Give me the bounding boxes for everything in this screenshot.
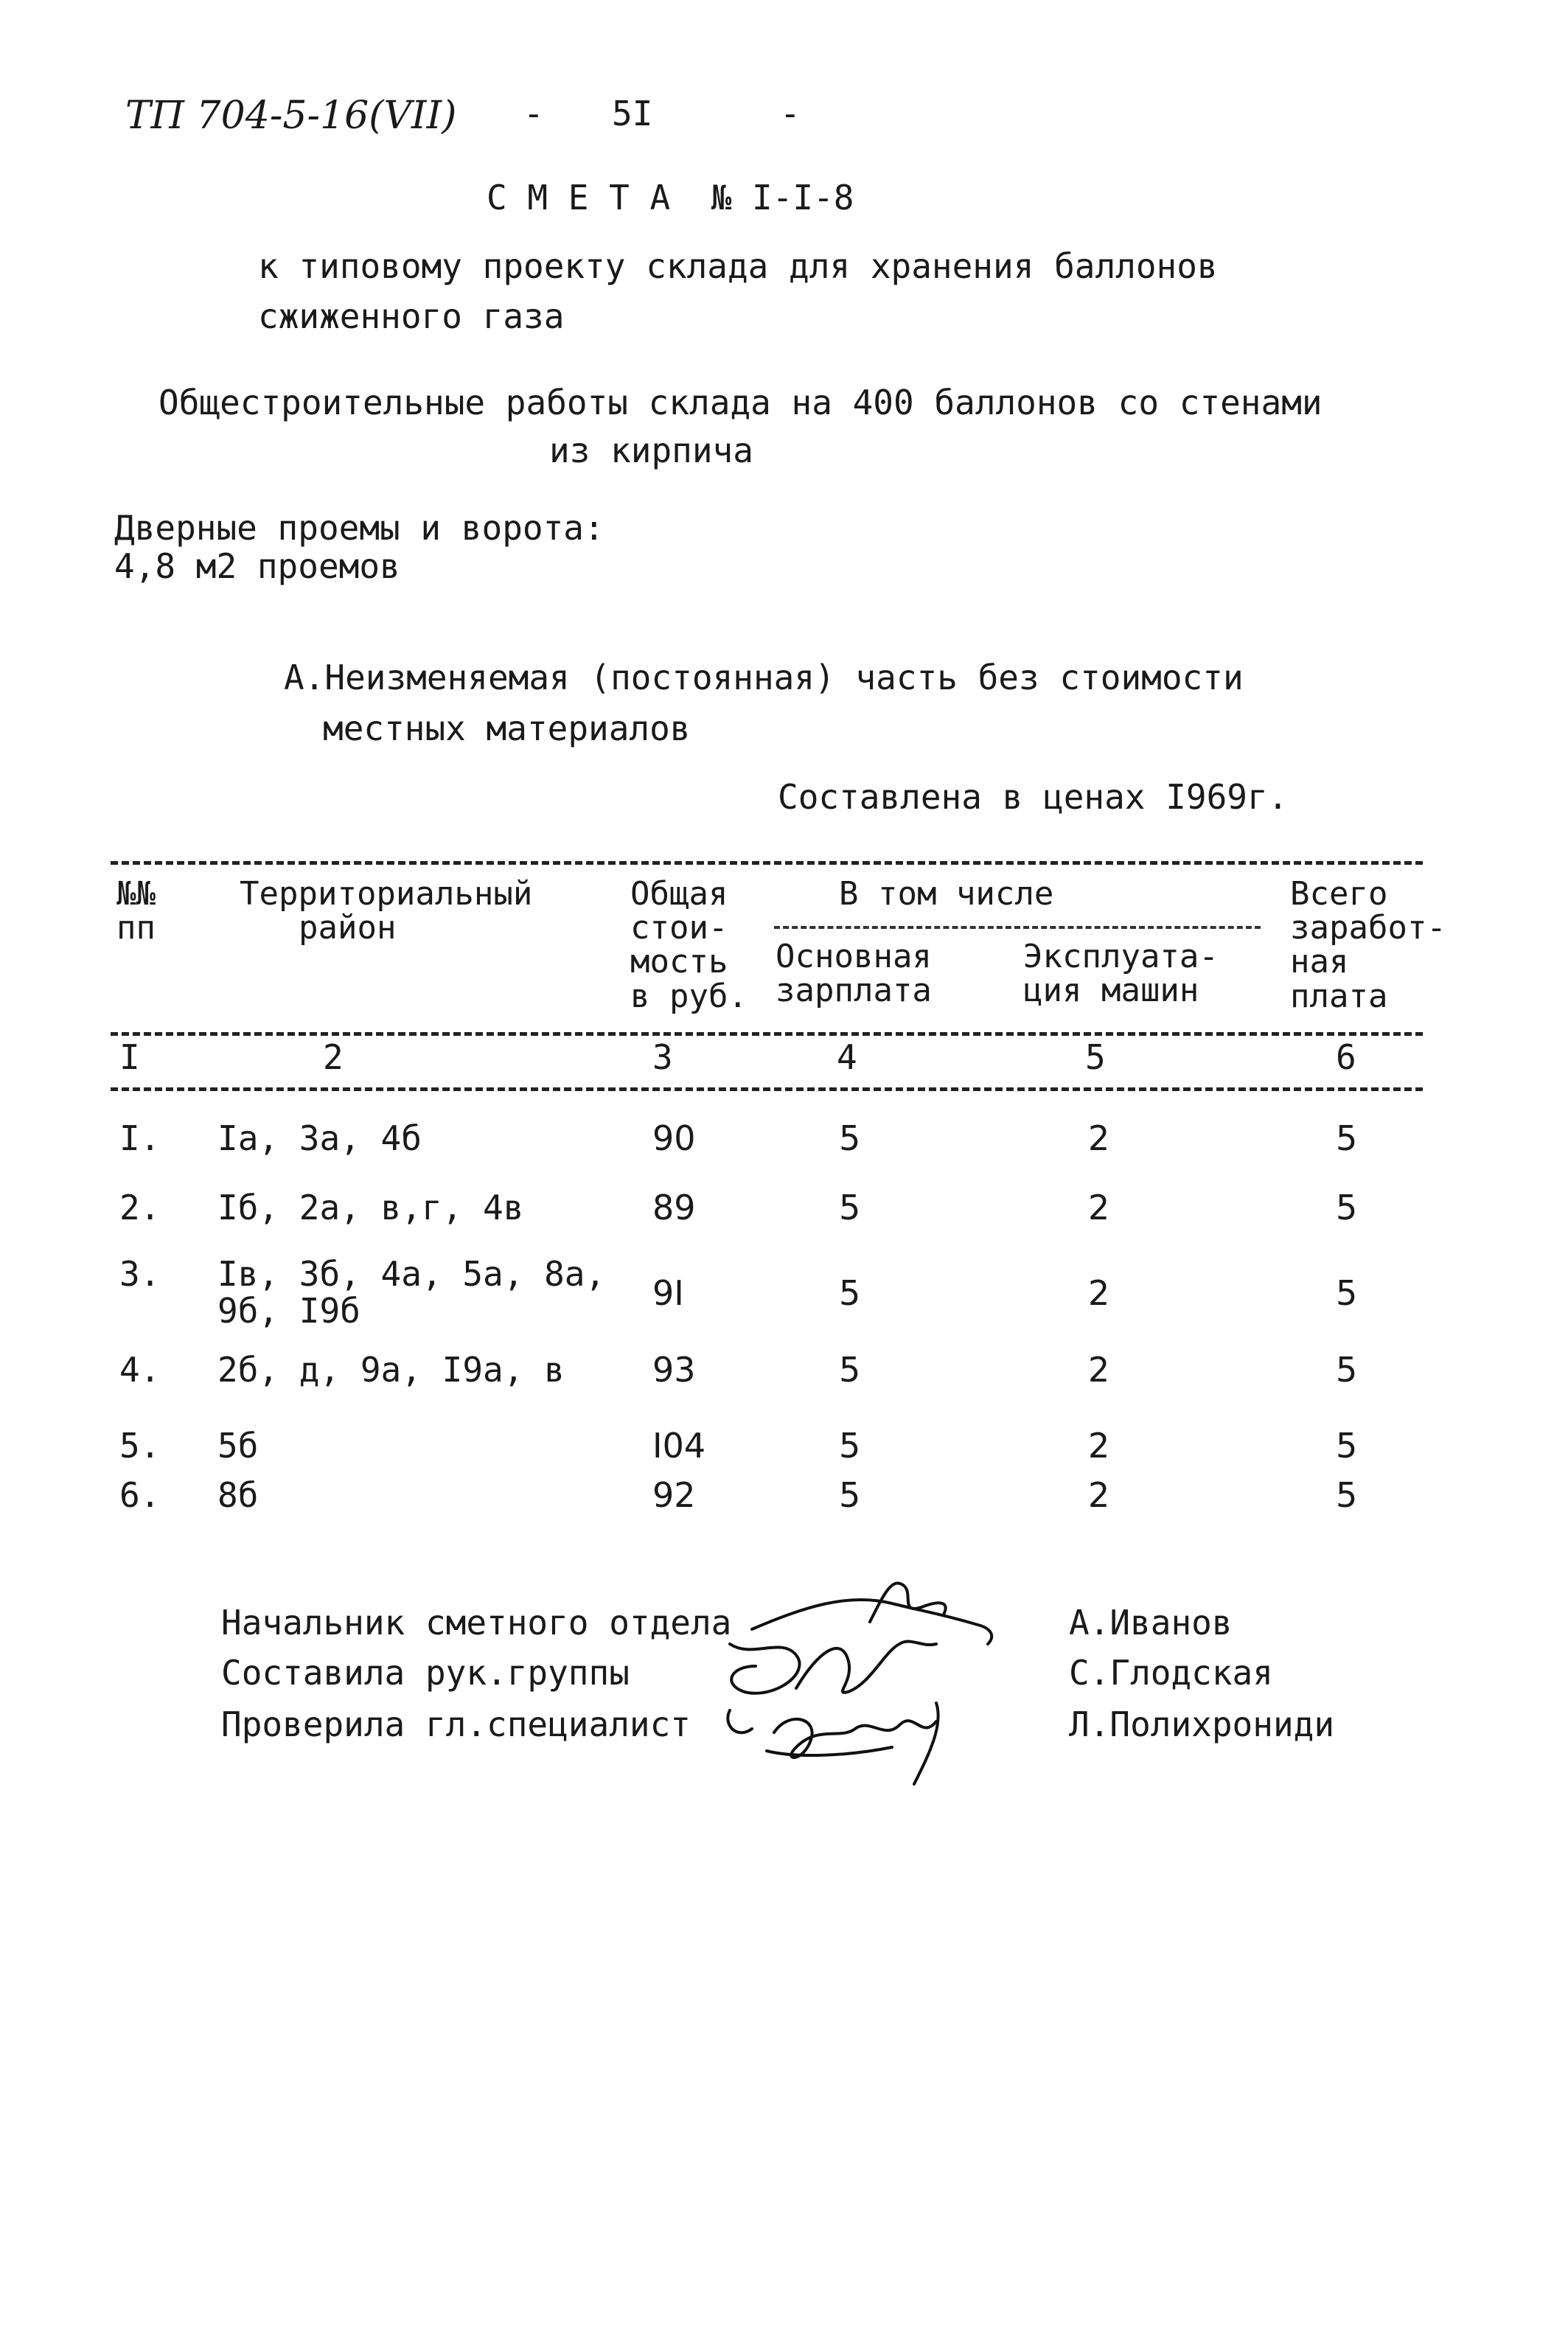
header-bottom-rule (111, 1032, 1423, 1036)
header-col5: Эксплуата- ция машин (1023, 938, 1219, 1010)
row-wage: 5 (839, 1188, 861, 1227)
col-number-5: 5 (1085, 1037, 1106, 1077)
row-district: Iв, 3б, 4а, 5а, 8а, (217, 1254, 606, 1294)
row-total-wage: 5 (1336, 1118, 1358, 1158)
row-number: 5. (119, 1426, 161, 1466)
prices-note: Составлена в ценах I969г. (778, 777, 1289, 817)
row-total: 93 (652, 1350, 696, 1390)
page-number: 5I (612, 94, 653, 133)
row-total: 89 (652, 1188, 696, 1227)
header-col3: Общая стои- мость в руб. (630, 875, 748, 1015)
signer-name-2: С.Глодская (1069, 1653, 1273, 1693)
row-machines: 2 (1088, 1350, 1110, 1390)
row-district: 8б (217, 1475, 259, 1515)
colnum-bottom-rule (111, 1087, 1423, 1091)
header-group: В том числе (839, 875, 1054, 913)
row-wage: 5 (839, 1426, 861, 1466)
row-district-cont: 9б, I9б (217, 1291, 360, 1331)
row-total-wage: 5 (1336, 1273, 1358, 1313)
row-total-wage: 5 (1336, 1188, 1358, 1227)
row-total-wage: 5 (1336, 1350, 1358, 1390)
document-title: С М Е Т А № I-I-8 (487, 178, 854, 217)
row-machines: 2 (1088, 1188, 1110, 1227)
header-col4: Основная зарплата (776, 938, 932, 1010)
row-total-wage: 5 (1336, 1475, 1358, 1515)
header-col1: №№ пп (116, 875, 156, 947)
row-district: 2б, д, 9а, I9а, в (217, 1350, 565, 1390)
header-col6: Всего заработ- ная плата (1290, 875, 1446, 1015)
row-number: 3. (119, 1254, 161, 1294)
row-machines: 2 (1088, 1118, 1110, 1158)
header-col2: Территориальный район (240, 875, 533, 947)
row-machines: 2 (1088, 1273, 1110, 1313)
row-total: I04 (652, 1426, 706, 1466)
group-underline (774, 926, 1261, 929)
signer-role-2: Составила рук.группы (221, 1653, 630, 1693)
col-number-6: 6 (1336, 1037, 1356, 1077)
row-number: 2. (119, 1188, 161, 1227)
col-number-4: 4 (837, 1037, 857, 1077)
signer-role-1: Начальник сметного отдела (221, 1603, 732, 1643)
row-district: 5б (217, 1426, 259, 1466)
col-number-2: 2 (323, 1037, 344, 1077)
row-number: 6. (119, 1475, 161, 1515)
signer-role-3: Проверила гл.специалист (221, 1704, 691, 1744)
work-line-1: Общестроительные работы склада на 400 баллонов со стенами (158, 383, 1323, 422)
row-machines: 2 (1088, 1475, 1110, 1515)
work-line-2: из кирпича (549, 431, 753, 470)
row-wage: 5 (839, 1273, 861, 1313)
row-total-wage: 5 (1336, 1426, 1358, 1466)
document-code: ТП 704-5-16(VII) (125, 94, 457, 138)
row-district: Iб, 2а, в,г, 4в (217, 1188, 524, 1227)
row-wage: 5 (839, 1475, 861, 1515)
row-total: 90 (652, 1118, 696, 1158)
signer-name-3: Л.Полихрониди (1069, 1704, 1335, 1744)
row-number: 4. (119, 1350, 161, 1390)
handwritten-signatures (700, 1563, 1039, 1814)
row-machines: 2 (1088, 1426, 1110, 1466)
row-wage: 5 (839, 1118, 861, 1158)
subtitle-line-2: сжиженного газа (258, 296, 565, 336)
openings-line-2: 4,8 м2 проемов (114, 546, 400, 586)
section-line-2: местных материалов (323, 708, 691, 748)
page-dash-right: - (780, 94, 801, 133)
section-line-1: А.Неизменяемая (постоянная) часть без стоимости (284, 658, 1244, 697)
openings-line-1: Дверные проемы и ворота: (114, 508, 604, 548)
col-number-3: 3 (652, 1037, 673, 1077)
subtitle-line-1: к типовому проекту склада для хранения баллонов (258, 246, 1218, 286)
page-dash-left: - (523, 94, 544, 133)
row-number: I. (119, 1118, 161, 1158)
col-number-1: I (119, 1037, 140, 1077)
row-total: 92 (652, 1475, 696, 1515)
row-total: 9I (652, 1273, 684, 1313)
row-wage: 5 (839, 1350, 861, 1390)
row-district: Iа, 3а, 4б (217, 1118, 422, 1158)
signer-name-1: А.Иванов (1069, 1603, 1233, 1643)
table-top-rule (111, 861, 1423, 865)
